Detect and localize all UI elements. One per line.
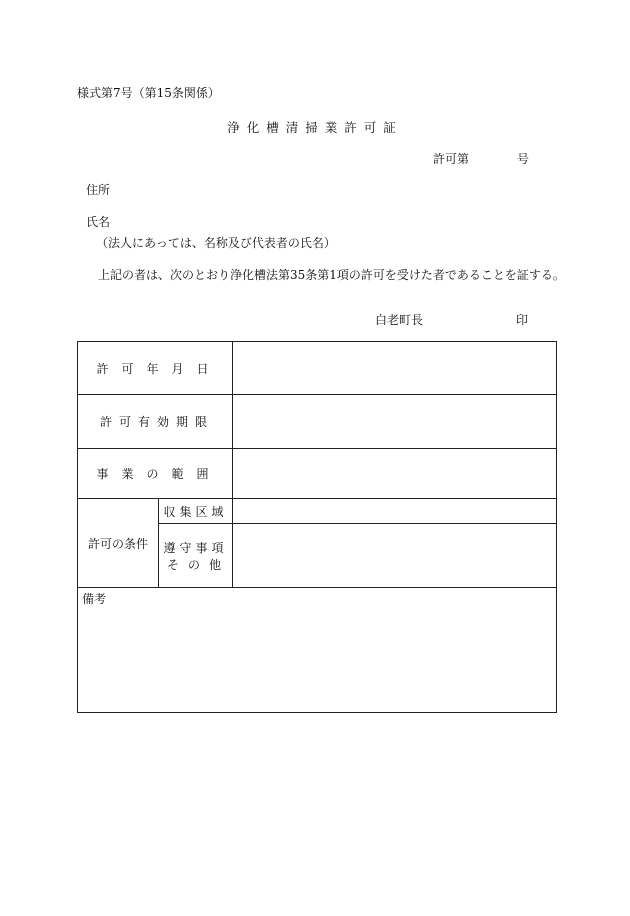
conditions-label: 許可の条件 <box>78 499 159 588</box>
seal-mark: 印 <box>516 313 529 327</box>
issuer-title: 白老町長 <box>375 313 424 327</box>
validity-label: 許可有効期限 <box>78 395 233 449</box>
validity-value[interactable] <box>233 395 557 449</box>
permit-date-value[interactable] <box>233 342 557 395</box>
table-row <box>78 449 557 499</box>
compliance-label-line2: その他 <box>166 557 230 572</box>
compliance-label-line1: 遵守事項 <box>163 540 228 555</box>
permit-number-suffix: 号 <box>517 152 530 166</box>
certification-statement: 上記の者は、次のとおり浄化槽法第35条第1項の許可を受けた者であることを証する。 <box>98 268 565 282</box>
name-label: 氏名 <box>86 215 111 229</box>
scope-value[interactable] <box>233 449 557 499</box>
form-reference: 様式第7号（第15条関係） <box>77 86 220 100</box>
permit-date-label: 許可年月日 <box>78 342 233 395</box>
table-row <box>78 395 557 449</box>
remarks-cell[interactable] <box>78 588 557 713</box>
table-row <box>78 342 557 395</box>
permit-number-prefix: 許可第 <box>433 152 470 166</box>
remarks-label: 備考 <box>82 592 107 606</box>
compliance-value[interactable] <box>233 524 557 588</box>
collection-area-label: 収集区域 <box>159 499 233 524</box>
table-row <box>78 499 557 524</box>
name-note: （法人にあっては、名称及び代表者の氏名） <box>96 236 336 250</box>
permit-number <box>433 150 529 167</box>
document-title: 浄化槽清掃業許可証 <box>227 120 403 135</box>
collection-area-value[interactable] <box>233 499 557 524</box>
scope-label: 事業の範囲 <box>78 449 233 499</box>
table-row <box>78 588 557 713</box>
permit-details-table <box>77 341 557 713</box>
compliance-label <box>159 524 233 588</box>
address-label: 住所 <box>86 183 111 197</box>
